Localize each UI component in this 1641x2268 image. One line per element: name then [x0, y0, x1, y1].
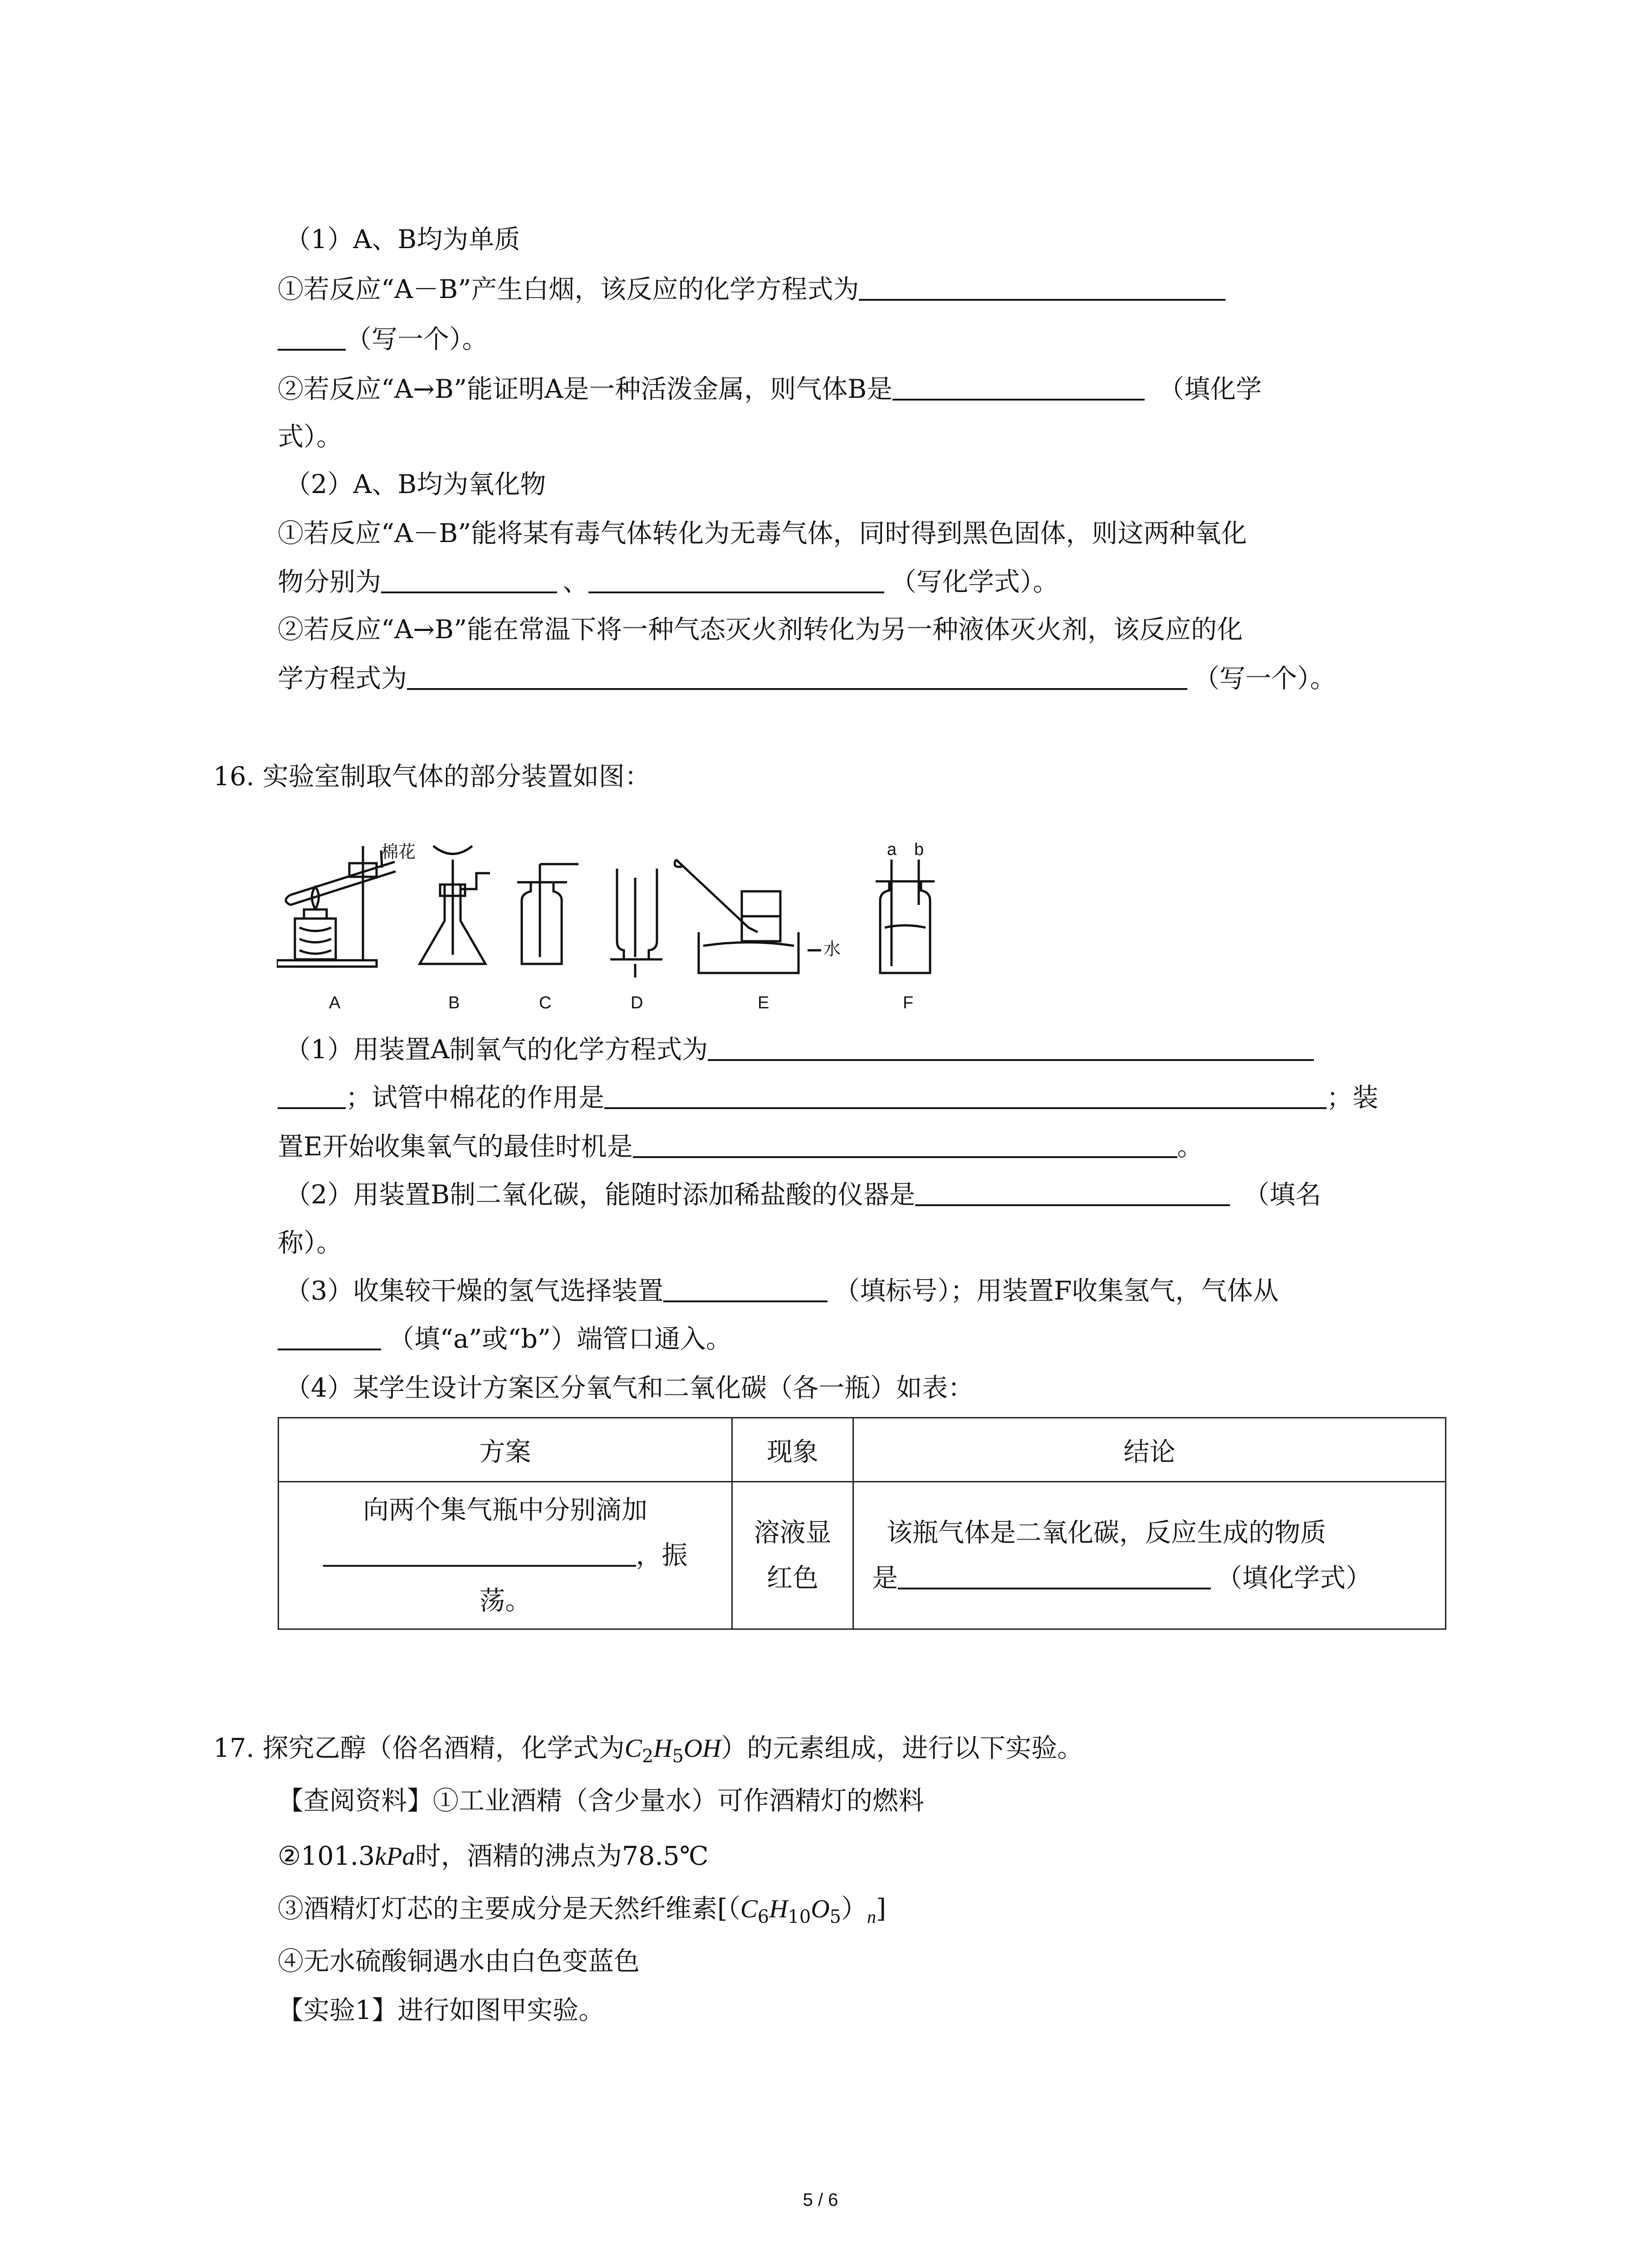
- q15-part1-q2: ②若反应“A→B”能证明A是一种活泼金属，则气体B是 （填化学: [278, 374, 1262, 404]
- q16-p2: （2）用装置B制二氧化碳，能随时添加稀盐酸的仪器是 （填名: [285, 1180, 1322, 1210]
- apparatus-label-e: E: [758, 993, 769, 1012]
- answer-blank[interactable]: [604, 1085, 1327, 1109]
- apparatus-b-icon: [420, 846, 490, 964]
- q16-p1-cont: ；试管中棉花的作用是 ；装: [278, 1085, 1378, 1111]
- table-header-conclusion: 结论: [853, 1418, 1446, 1482]
- answer-blank[interactable]: [633, 1134, 1177, 1158]
- apparatus-label-d: D: [631, 993, 643, 1012]
- q16-p1: （1）用装置A制氧气的化学方程式为: [285, 1037, 1314, 1063]
- q16-scheme-table: [278, 1417, 1446, 1630]
- q15-part1-heading: （1）A、B均为单质: [285, 225, 520, 254]
- answer-blank[interactable]: [323, 1543, 636, 1567]
- q15-part1-q1-cont: （写一个）。: [278, 327, 488, 352]
- answer-blank[interactable]: [278, 1327, 381, 1350]
- q15-part2-q1-cont: 物分别为 、 （写化学式）。: [278, 567, 1059, 597]
- page-number: 5 / 6: [803, 2190, 838, 2210]
- apparatus-label-a: A: [329, 993, 341, 1012]
- water-label: 水: [823, 939, 841, 959]
- apparatus-a-icon: [277, 846, 396, 967]
- answer-blank[interactable]: [915, 1183, 1230, 1206]
- q17-exp1: 【实验1】进行如图甲实验。: [278, 1995, 605, 2025]
- q15-part2-q2-cont: 学方程式为 （写一个）。: [278, 664, 1336, 694]
- apparatus-d-icon: [610, 869, 662, 978]
- table-header-phenomenon: 现象: [732, 1418, 853, 1482]
- apparatus-label-f: F: [903, 993, 914, 1012]
- apparatus-c-icon: [517, 864, 578, 964]
- q15-part2-heading: （2）A、B均为氧化物: [285, 469, 546, 499]
- answer-blank[interactable]: [588, 570, 884, 593]
- q17-ref3: ③酒精灯灯芯的主要成分是天然纤维素$[(C_6H_{10}O_5)_n]$: [278, 1894, 887, 1927]
- apparatus-label-b: B: [448, 993, 460, 1012]
- apparatus-f-icon: [876, 860, 935, 973]
- answer-blank[interactable]: [892, 377, 1145, 401]
- answer-blank[interactable]: [278, 327, 346, 351]
- answer-blank[interactable]: [859, 277, 1225, 301]
- q16-p1-cont2: 置E开始收集氧气的最佳时机是 。: [278, 1132, 1203, 1162]
- q16-title: 16. 实验室制取气体的部分装置如图：: [213, 762, 651, 792]
- q16-p3: （3）收集较干燥的氢气选择装置 （填标号）；用装置F收集氢气，气体从: [285, 1276, 1279, 1306]
- port-b-label: b: [914, 841, 924, 859]
- q16-p2-cont: 称）。: [278, 1228, 343, 1258]
- q15-part1-q1: ①若反应“A－B”产生白烟，该反应的化学方程式为: [278, 277, 1225, 303]
- answer-blank[interactable]: [407, 666, 1187, 690]
- q17-ref4: ④无水硫酸铜遇水由白色变蓝色: [278, 1946, 640, 1976]
- apparatus-label-c: C: [539, 993, 552, 1012]
- q15-part2-q1: ①若反应“A－B”能将某有毒气体转化为无毒气体，同时得到黑色固体，则这两种氧化: [278, 518, 1247, 548]
- lab-apparatus-figure: [277, 841, 1003, 1032]
- q17-ref1: 【查阅资料】①工业酒精（含少量水）可作酒精灯的燃料: [278, 1786, 924, 1816]
- q16-p4: （4）某学生设计方案区分氧气和二氧化碳（各一瓶）如表：: [285, 1373, 974, 1403]
- q17-ref2: ②101.3kPa时，酒精的沸点为78.5℃: [278, 1841, 709, 1871]
- q15-part1-q2-cont: 式）。: [278, 422, 343, 452]
- q16-p3-cont: （填“a”或“b”）端管口通入。: [278, 1326, 732, 1352]
- table-cell-scheme: 向两个集气瓶中分别滴加 ，振 荡。: [279, 1482, 732, 1629]
- answer-blank[interactable]: [708, 1037, 1314, 1061]
- apparatus-e-icon: [675, 860, 821, 973]
- table-cell-phenomenon: 溶液显 红色: [732, 1482, 853, 1629]
- answer-blank[interactable]: [278, 1085, 346, 1109]
- table-header-scheme: 方案: [279, 1418, 732, 1482]
- answer-blank[interactable]: [898, 1566, 1211, 1589]
- table-cell-conclusion: 该瓶气体是二氧化碳，反应生成的物质 是 （填化学式）: [853, 1482, 1446, 1629]
- cotton-label: 棉花: [381, 842, 416, 862]
- answer-blank[interactable]: [663, 1279, 828, 1302]
- answer-blank[interactable]: [381, 570, 557, 593]
- q15-part2-q2: ②若反应“A→B”能在常温下将一种气态灭火剂转化为另一种液体灭火剂，该反应的化: [278, 615, 1243, 645]
- port-a-label: a: [887, 841, 897, 859]
- q17-title: 17. 探究乙醇（俗名酒精，化学式为$C_2H_5OH$）的元素组成，进行以下实验。: [213, 1733, 1083, 1767]
